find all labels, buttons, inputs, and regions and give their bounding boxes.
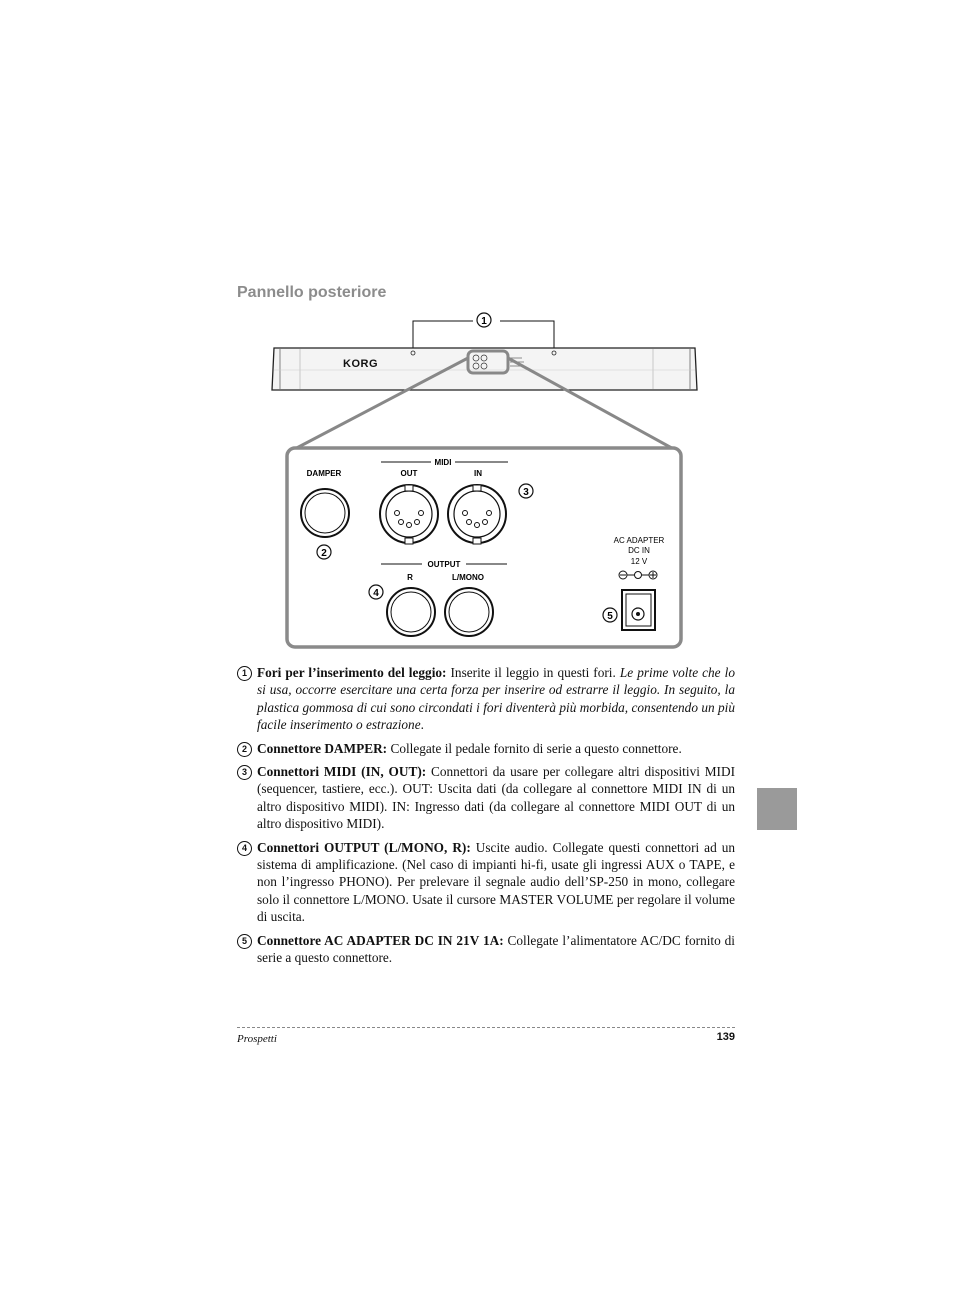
item-text: Collegate il pedale fornito di serie a questo connettore. xyxy=(387,740,682,756)
callout-1-group xyxy=(413,313,554,350)
item-number: 3 xyxy=(237,765,252,780)
callout-1-leader-left xyxy=(413,321,473,350)
korg-logo: KORG xyxy=(343,358,378,370)
list-item xyxy=(237,664,735,734)
item-heading: Connettori MIDI (IN, OUT): xyxy=(257,764,427,780)
item-list xyxy=(237,664,735,973)
keyboard-rear-body xyxy=(272,348,697,390)
item-number: 4 xyxy=(237,841,252,856)
ac-adapter-label-1: AC ADAPTER xyxy=(613,536,665,545)
item-number: 5 xyxy=(237,934,252,949)
output-lmono-label: L/MONO xyxy=(452,573,484,582)
list-item xyxy=(237,932,735,967)
footer-divider xyxy=(237,1027,735,1028)
ac-adapter-label-2: DC IN xyxy=(628,546,650,555)
item-italic: Le prime volte che lo si usa, occorre esercitare una certa forza per inserire od estrarre il leggio. In seguito, la plastica gommosa di cui sono circondati i fori diventerà più morbida, consentendo un più facile inserimento o estrazione xyxy=(257,665,735,733)
footer-section-name: Prospetti xyxy=(237,1033,277,1045)
output-label: OUTPUT xyxy=(427,560,461,569)
chapter-tab xyxy=(757,788,797,830)
item-text: Inserite il leggio in questi fori. xyxy=(446,665,620,680)
item-heading: Fori per l’inserimento del leggio: xyxy=(257,665,447,680)
damper-label: DAMPER xyxy=(306,469,342,478)
item-number: 1 xyxy=(237,666,252,681)
output-r-label: R xyxy=(407,573,413,582)
list-item xyxy=(237,763,735,833)
enlarged-panel xyxy=(287,448,681,647)
list-item xyxy=(237,740,735,757)
item-heading: Connettore AC ADAPTER DC IN 21V 1A: xyxy=(257,932,504,948)
item-heading: Connettore DAMPER: xyxy=(257,740,388,756)
callout-2-number: 2 xyxy=(321,548,327,559)
midi-label: MIDI xyxy=(434,458,452,467)
item-number: 2 xyxy=(237,742,252,757)
item-heading: Connettori OUTPUT (L/MONO, R): xyxy=(257,839,471,855)
item-text: Collegate l’alimentatore AC/DC fornito di serie a questo connettore. xyxy=(257,932,735,966)
callout-1-number: 1 xyxy=(481,316,487,327)
midi-in-label: IN xyxy=(474,469,482,478)
section-title: Pannello posteriore xyxy=(237,284,387,301)
midi-out-label: OUT xyxy=(400,469,418,478)
ac-adapter-label-3: 12 V xyxy=(630,557,648,566)
item-text: Connettori da usare per collegare altri dispositivi MIDI (sequencer, tastiere, ecc.). OUT: Uscita dati (da collegare al connettore MIDI IN di un altro dispositivo MIDI). IN: Ingresso dati (da collegare al connettore MIDI OUT di un altro dispositivo MIDI). xyxy=(257,764,736,832)
callout-1-leader-right xyxy=(500,321,554,350)
callout-4-number: 4 xyxy=(373,588,379,599)
list-item xyxy=(237,839,735,926)
item-text: Uscite audio. Collegate questi connettori ad un sistema di amplificazione. (Nel caso di impianti hi-fi, usate gli ingressi AUX o TAPE, e non l’ingresso PHONO). Per prelevare il segnale audio dell’SP-250 in mono, collegare solo il connettore L/MONO. Usate il cursore MASTER VOLUME per regolare il volume di uscita. xyxy=(257,839,736,925)
callout-5-number: 5 xyxy=(607,611,613,622)
callout-3-number: 3 xyxy=(523,487,529,498)
page-number: 139 xyxy=(716,1031,735,1043)
item-tail: . xyxy=(420,717,424,733)
